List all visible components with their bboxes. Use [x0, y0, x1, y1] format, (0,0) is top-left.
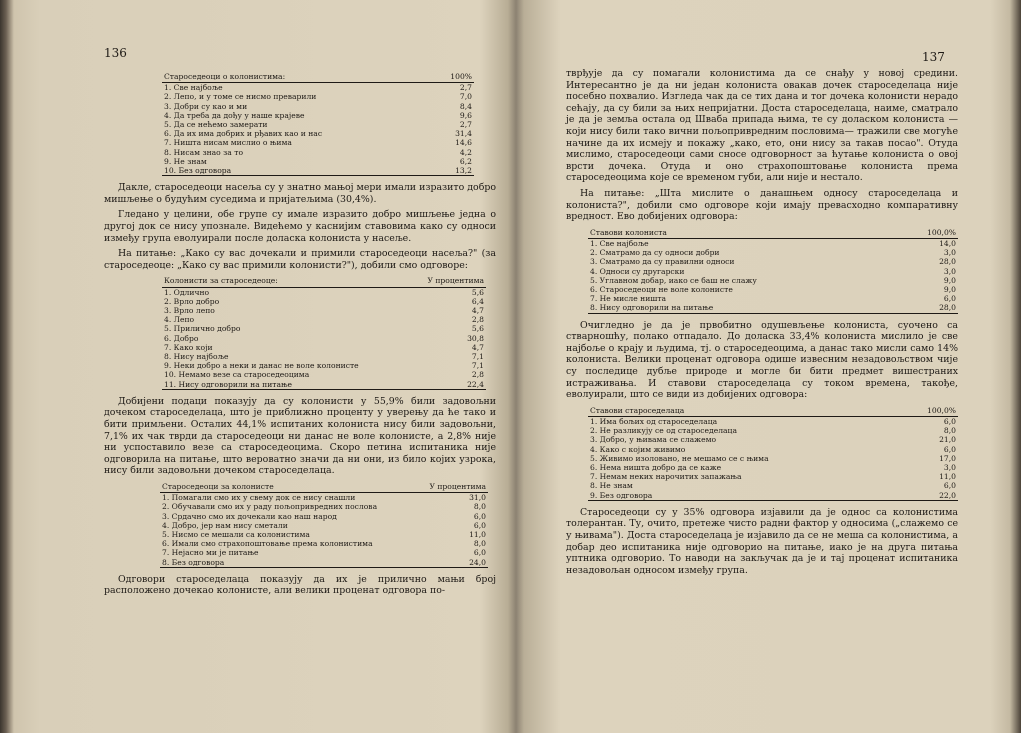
row-value: 4,2 [459, 147, 472, 157]
row-label: 10. Немамо везе са староседеоцима [164, 370, 310, 380]
row-value: 7,1 [471, 352, 484, 362]
row-value: 6,4 [471, 296, 484, 306]
row-label: 9. Без одговора [588, 491, 901, 501]
row-value: 6,2 [459, 156, 472, 166]
table-row [160, 512, 488, 521]
table-row [588, 276, 958, 285]
row-label: 1. Све најбоље [164, 83, 223, 93]
row-label: 4. Односи су другарски [590, 266, 685, 276]
row-value: 24,0 [417, 558, 488, 568]
table-row [588, 491, 958, 501]
row-value: 13,2 [431, 166, 474, 176]
table-row [588, 303, 958, 313]
row-value: 9,0 [943, 284, 956, 294]
row-label: 4. Лепо [164, 315, 195, 325]
paragraph: Очигледно је да је првобитно одушевљење колониста, суочено са стварношћу, полако отпадало. До доласка 33,4% колониста мислило је све најбоље о крају и људима, тј. о староседеоцима, а данас тако мисли само 14% колониста. Велики проценат одговора одише извесним незадовољством чије су последице дубље природе и могле би бити предмет вишестраних истраживања. И ставови староседелаца су током времена, такође, еволуирали, што се види из добијених одговора: [566, 319, 958, 401]
table-row [588, 294, 958, 303]
page-number: 137 [922, 50, 945, 64]
table-row [160, 530, 488, 539]
table-row [162, 352, 486, 361]
row-label: 2. Сматрамо да су односи добри [590, 248, 720, 258]
row-label: 7. Не мисле ништа [590, 294, 667, 304]
table-row [588, 285, 958, 294]
row-value: 22,0 [901, 491, 958, 501]
row-label: 11. Нису одговорили на питање [162, 380, 410, 390]
row-label: 3. Врло лепо [164, 306, 215, 315]
row-value: 9,6 [459, 110, 472, 120]
row-value: 31,0 [469, 493, 486, 503]
table-header: Ставови староседелаца [588, 405, 901, 417]
table-row [160, 521, 488, 530]
paragraph: Добијени подаци показују да су колонисти у 55,9% били задовољни дочеком староседелаца, што је приближно проценту у уверењу да ће тако и бити примљени. Осталих 44,1% испитаних колониста нису били задовољни, 7,1% их чак тврди да староседеоци ни данас не воле колонисте, а 2,8% није ни успоставило везе са староседеоцима. Скоро петина испитаника није одговорила на питање, што вероватно значи да ни они, из било којих узрока, нису били задовољни дочеком староседелаца. [104, 395, 496, 477]
table-row [160, 493, 488, 503]
table-row [162, 315, 486, 324]
row-label: 1. Има бољих од староседелаца [590, 416, 718, 426]
table-row [588, 426, 958, 435]
paragraph: Староседеоци су у 35% одговора изјавили да је однос са колонистима толерантан. Ту, очито, претеже чисто радни фактор у односима („слажемо се у њивама"). Доста староседелаца је изјавило да се не меша са колонистима, а добар део испитаника није одговорио на питање, иако је на друга питања уптника одговорио. То наводи на закључак да је и тај проценат испитаника незадовољан односом између група. [566, 506, 958, 576]
table-row [588, 416, 958, 426]
row-value: 8,0 [473, 502, 486, 512]
table-row [162, 324, 486, 333]
row-value: 6,0 [473, 520, 486, 530]
table-row [162, 380, 486, 390]
paragraph: тврђује да су помагали колонистима да се снађу у новој средини. Интересантно је да ни један колониста овакав дочек староседелаца није посебно похвалио. Изгледа чак да се тих дана и тог дочека колонисти нерадо сећају, да су били за њих непријатни. Доста староседелаца, наиме, сматрало је да је земља остала од Шваба припада њима, те су доласком колониста — који нису били тако вични пољопривредним пословима— тражили све могуће начине да их исмеју и покажу „како, ето, они нису за такав посао". Отуда мислимо, староседеоци сами сносе одговорност за ћутање колониста о овој врсти дочека. Отуда и оно страхопоштовање колониста према староседеоцима које се временом губи, али није и нестало. [566, 68, 958, 184]
row-value: 2,8 [471, 370, 484, 380]
row-label: 1. Одлично [164, 287, 210, 297]
row-label: 4. Да треба да дођу у наше крајеве [164, 110, 305, 120]
row-value: 9,0 [943, 275, 956, 285]
row-label: 1. Све најбоље [590, 238, 649, 248]
table-header-value: 100% [431, 71, 474, 83]
table-header-value: У процентима [417, 481, 488, 493]
row-value: 14,6 [455, 138, 472, 148]
table-colonists-on-settlers [162, 275, 486, 389]
row-value: 4,7 [471, 306, 484, 315]
table-row [588, 257, 958, 266]
page-number: 136 [104, 46, 127, 60]
paragraph: На питање: „Шта мислите о данашњем односу староседелаца и колониста?", добили смо одговоре који имају превасходно компаративну вредност. Ево добијених одговора: [566, 187, 958, 223]
table-row [162, 92, 474, 101]
table-row [588, 267, 958, 276]
row-label: 8. Не знам [590, 481, 633, 491]
row-value: 5,6 [471, 324, 484, 334]
table-header: Староседеоци о колонистима: [162, 71, 431, 83]
table-row [162, 102, 474, 111]
row-label: 9. Неки добро а неки и данас не воле колонисте [164, 361, 359, 371]
row-label: 2. Обучавали смо их у раду пољопривредних послова [162, 502, 378, 512]
table-row [162, 111, 474, 120]
row-value: 11,0 [469, 530, 486, 539]
table-row [588, 445, 958, 454]
row-label: 6. Староседеоци не воле колонисте [590, 284, 733, 294]
table-row [162, 120, 474, 129]
table-settlers-for-colonists [160, 481, 488, 568]
table-row [588, 481, 958, 490]
table-header-value: 100,0% [901, 405, 958, 417]
table-row [162, 334, 486, 343]
row-value: 6,0 [473, 548, 486, 558]
row-value: 6,0 [943, 481, 956, 491]
row-value: 8,0 [943, 426, 956, 436]
row-label: 7. Како који [164, 342, 213, 352]
row-value: 30,8 [467, 333, 484, 343]
row-label: 3. Сматрамо да су правилни односи [590, 257, 735, 267]
paragraph: Одговори староседелаца показују да их је прилично мањи број расположено дочекао колонисте, али велики проценат одговора по- [104, 573, 496, 597]
table-row [162, 370, 486, 379]
table-row [162, 157, 474, 166]
table-header: Ставови колониста [588, 227, 898, 239]
row-label: 8. Нису одговорили на питање [588, 303, 898, 313]
table-row [162, 297, 486, 306]
row-value: 21,0 [939, 435, 956, 445]
row-label: 6. Нема ништа добро да се каже [590, 462, 722, 472]
row-value: 28,0 [898, 303, 958, 313]
table-row [162, 343, 486, 352]
table-row [160, 548, 488, 557]
row-label: 5. Нисмо се мешали са колонистима [162, 530, 310, 539]
row-label: 8. Нису најбоље [164, 352, 229, 362]
row-label: 5. Углавном добар, иако се баш не слажу [590, 275, 757, 285]
row-label: 4. Како с којим живимо [590, 444, 686, 454]
row-label: 6. Добро [164, 333, 199, 343]
table-header-value: 100,0% [898, 227, 958, 239]
table-header: Староседеоци за колонисте [160, 481, 417, 493]
table-row [162, 287, 486, 297]
row-value: 3,0 [943, 462, 956, 472]
table-row [588, 248, 958, 257]
table-row [162, 361, 486, 370]
row-value: 6,0 [473, 511, 486, 521]
row-label: 6. Имали смо страхопоштовање према колонистима [162, 539, 373, 549]
row-value: 2,7 [459, 83, 472, 93]
row-label: 10. Без одговора [162, 166, 431, 176]
row-label: 2. Врло добро [164, 296, 220, 306]
row-label: 3. Добро, у њивама се слажемо [590, 435, 717, 445]
table-row [588, 435, 958, 444]
row-value: 5,6 [471, 287, 484, 297]
row-value: 6,0 [943, 294, 956, 304]
table-row [160, 558, 488, 568]
table-row [162, 83, 474, 93]
row-label: 7. Нејасно ми је питање [162, 548, 259, 558]
row-label: 7. Ништа нисам мислио о њима [164, 138, 292, 148]
table-header-value: У процентима [410, 275, 486, 287]
table-row [160, 539, 488, 548]
table-row [162, 138, 474, 147]
table-row [162, 129, 474, 138]
row-value: 2,7 [459, 120, 472, 130]
table-row [162, 148, 474, 157]
paragraph: На питање: „Како су вас дочекали и примили староседеоци насеља?" (за староседеоце: „Како су вас примили колонисти?"), добили смо одговоре: [104, 248, 496, 271]
row-label: 8. Без одговора [160, 558, 417, 568]
table-row [160, 502, 488, 511]
table-row [588, 472, 958, 481]
row-value: 6,0 [943, 416, 956, 426]
table-colonist-attitudes [588, 227, 958, 314]
left-page-content [104, 68, 496, 601]
row-label: 3. Добри су као и ми [164, 101, 248, 111]
table-settler-attitudes [588, 405, 958, 501]
row-value: 4,7 [471, 342, 484, 352]
row-label: 5. Да се нећемо замерати [164, 120, 268, 130]
row-value: 8,0 [473, 539, 486, 549]
row-label: 6. Да их има добрих и рђавих као и нас [164, 129, 323, 139]
row-label: 1. Помагали смо их у свему док се нису снашли [162, 493, 356, 503]
row-value: 2,8 [471, 315, 484, 325]
right-page-content [566, 68, 958, 580]
row-label: 3. Срдачно смо их дочекали као наш народ [162, 511, 337, 521]
row-value: 14,0 [939, 238, 956, 248]
table-row [588, 463, 958, 472]
row-value: 3,0 [943, 248, 956, 258]
table-row [588, 238, 958, 248]
row-value: 8,4 [459, 101, 472, 111]
table-row [162, 166, 474, 176]
row-value: 7,1 [471, 361, 484, 371]
row-value: 31,4 [455, 129, 472, 139]
row-label: 2. Не разликују се од староседелаца [590, 426, 737, 436]
row-value: 3,0 [943, 266, 956, 276]
table-row [588, 454, 958, 463]
paragraph: Гледано у целини, обе групе су имале изразито добро мишљење једна о другој док се нису упознале. Видећемо у каснијим ставовима како су односи између група еволуирали после доласка колониста у насеље. [104, 209, 496, 244]
row-label: 9. Не знам [164, 156, 207, 166]
left-page [12, 0, 512, 733]
right-page [522, 0, 1012, 733]
row-label: 5. Живимо изоловано, не мешамо се с њима [590, 453, 769, 463]
row-value: 17,0 [939, 453, 956, 463]
row-label: 2. Лепо, и у томе се нисмо преварили [164, 92, 317, 102]
table-header: Колонисти за староседеоце: [162, 275, 410, 287]
row-value: 7,0 [459, 92, 472, 102]
table-row [162, 306, 486, 315]
row-label: 5. Прилично добро [164, 324, 241, 334]
table-settlers-on-colonists [162, 71, 474, 176]
row-label: 8. Нисам знао за то [164, 147, 244, 157]
row-value: 11,0 [939, 472, 956, 482]
paragraph: Дакле, староседеоци насеља су у знатно мањој мери имали изразито добро мишљење о будућим суседима и пријатељима (30,4%). [104, 182, 496, 205]
row-value: 28,0 [939, 257, 956, 267]
row-value: 6,0 [943, 444, 956, 454]
row-label: 7. Немам неких нарочитих запажања [590, 472, 742, 482]
row-label: 4. Добро, јер нам нису сметали [162, 520, 288, 530]
row-value: 22,4 [410, 380, 486, 390]
